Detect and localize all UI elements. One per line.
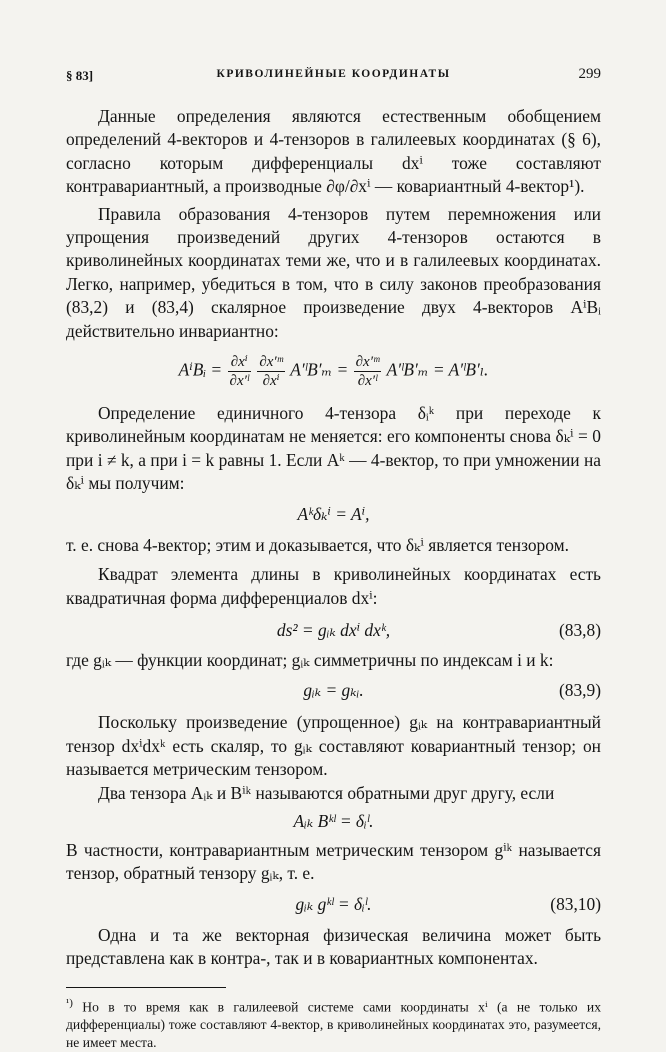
paragraph-10: Одна и та же векторная физическая величина может быть представлена как в контра-, так и в ковариантных компонентах. (66, 924, 601, 969)
paragraph-3: Определение единичного 4-тензора δᵢᵏ при переходе к криволинейным координатам не меняется: его компоненты снова δₖⁱ = 0 при i ≠ k, а при i = k равны 1. Если Aᵏ — 4-вектор, то при умножении на δₖⁱ мы получим: (66, 403, 601, 494)
eq-metric-text: ds² = gᵢₖ dxⁱ dxᵏ, (276, 619, 391, 640)
equation-delta-product (66, 502, 601, 526)
eq-invariant-lhs: AⁱBᵢ = (178, 359, 223, 380)
eq-invariant-middle: A′ˡB′ₘ = (290, 359, 349, 380)
eq-delta-text: Aᵏδₖⁱ = Aⁱ, (297, 503, 370, 524)
paragraph-4: т. е. снова 4-вектор; этим и доказывается, что δₖⁱ является тензором. (66, 534, 569, 555)
paragraph-1: Данные определения являются естественным обобщением определений 4-векторов и 4-тензоров в галилеевых координатах (§ 6), согласно которым дифференциалы dxⁱ тоже составляют контравариантный, а производные ∂φ/∂xⁱ — ковариантный 4-вектор¹). (66, 106, 601, 197)
frac2-numerator: ∂x′ᵐ (259, 354, 283, 371)
frac1-numerator: ∂xⁱ (228, 353, 251, 372)
running-title: КРИВОЛИНЕЙНЫЕ КООРДИНАТЫ (216, 68, 451, 80)
equation-metric-inverse (66, 892, 601, 916)
book-page (66, 66, 601, 1052)
section-number: § 83] (66, 68, 94, 83)
equation-symmetry (66, 678, 601, 702)
eq-inverse-text: Aᵢₖ Bᵏˡ = δᵢˡ. (293, 810, 374, 831)
eq-fraction-2 (257, 353, 285, 390)
paragraph-7: Поскольку произведение (упрощенное) gᵢₖ на контравариантный тензор dxⁱdxᵏ есть скаляр, то gᵢₖ составляют ковариантный тензор; он называется метрическим тензором. (66, 712, 601, 780)
paragraph-8: Два тензора Aᵢₖ и Bⁱᵏ называются обратными друг другу, если (98, 782, 555, 803)
page-number: 299 (578, 66, 601, 82)
equation-number-83-10: (83,10) (550, 893, 601, 914)
paragraph-5: Квадрат элемента длины в криволинейных координатах есть квадратичная форма дифференциалов dxⁱ: (66, 564, 601, 608)
page-header (66, 66, 601, 88)
frac3-numerator: ∂x′ᵐ (355, 354, 380, 371)
paragraph-6: где gᵢₖ — функции координат; gᵢₖ симметричны по индексам i и k: (66, 649, 554, 670)
footnote (66, 994, 601, 1052)
footnote-separator (66, 987, 226, 988)
frac2-denominator: ∂xⁱ (262, 373, 280, 390)
footnote-marker: ¹) (66, 996, 73, 1009)
equation-invariant (66, 353, 601, 390)
paragraph-9: В частности, контравариантным метрическим тензором gⁱᵏ называется тензор, обратный тензору gᵢₖ, т. е. (66, 839, 601, 884)
frac3-denominator: ∂x′ˡ (357, 373, 378, 390)
equation-inverse (66, 809, 601, 833)
eq-symmetry-text: gᵢₖ = gₖᵢ. (303, 680, 364, 701)
eq-fraction-3 (354, 353, 382, 390)
eq-metric-inverse-text: gᵢₖ gᵏˡ = δᵢˡ. (295, 893, 372, 914)
frac1-denominator: ∂x′ˡ (229, 373, 249, 390)
eq-invariant-rhs: A′ˡB′ₘ = A′ˡB′ₗ. (386, 359, 489, 380)
equation-metric (66, 618, 601, 642)
equation-number-83-8: (83,8) (558, 619, 601, 640)
paragraph-2: Правила образования 4-тензоров путем перемножения или упрощения произведений других 4-тензоров остаются в криволинейных координатах теми же, что и в галилеевых координатах. Легко, например, убедиться в том, что в силу законов преобразования (83,2) и (83,4) скалярное произведение двух 4-векторов AⁱBᵢ действительно инвариантно: (66, 203, 601, 341)
equation-number-83-9: (83,9) (558, 680, 601, 701)
eq-fraction-1 (228, 353, 251, 390)
footnote-text: Но в то время как в галилеевой системе сами координаты xⁱ (а не только их дифференциалы) тоже составляют 4-вектор, в криволинейных координатах это, разумеется, не имеет места. (66, 999, 601, 1051)
